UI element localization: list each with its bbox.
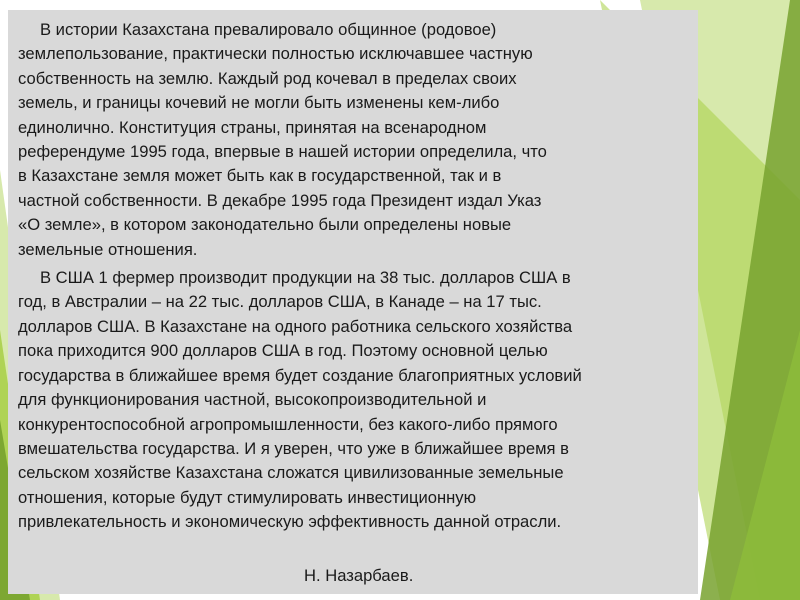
text-box bbox=[8, 10, 698, 594]
signature: Н. Назарбаев. bbox=[304, 566, 414, 585]
paragraph-history: В истории Казахстана превалировало общинное (родовое) землепользование, практически полностью исключавшее частную собственность на землю. Каждый род кочевал в пределах своих земель, и границы кочевий не могли быть изменены кем-либо единолично. Конституция страны, принятая на всенародном референдуме 1995 года, впервые в нашей истории определила, что в Казахстане земля может быть как в государственной, так и в частной собственности. В декабре 1995 года Президент издал Указ «О земле», в котором законодательно были определены новые земельные отношения. bbox=[18, 20, 547, 259]
paragraph-farming: В США 1 фермер производит продукции на 38 тыс. долларов США в год, в Австралии – на 22 тыс. долларов США, в Канаде – на 17 тыс. долларов США. В Казахстане на одного работника сельского хозяйства пока приходится 900 долларов США в год. Поэтому основной целью государства в ближайшее время будет создание благоприятных условий для функционирования частной, высокопроизводительной и конкурентоспособной агропромышленности, без какого-либо прямого вмешательства государства. И я уверен, что уже в ближайшее время в сельском хозяйстве Казахстана сложатся цивилизованные земельные отношения, которые будут стимулировать инвестиционную привлекательность и экономическую эффективность данной отрасли. bbox=[18, 268, 582, 532]
